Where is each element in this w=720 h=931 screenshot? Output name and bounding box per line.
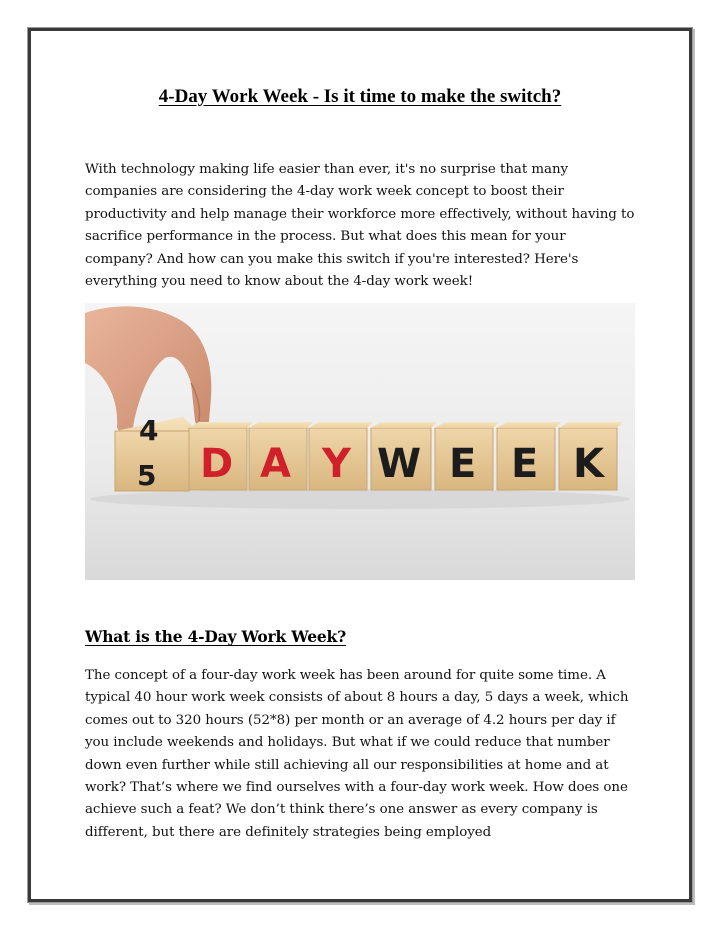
letter-cube-k — [559, 422, 623, 490]
cube-letter-d: D — [200, 441, 234, 487]
four-day-week-photo — [85, 303, 635, 580]
letter-cube-e2 — [497, 422, 561, 490]
flip-cube-bottom-digit: 5 — [137, 459, 157, 492]
letter-cube-e1 — [435, 422, 499, 490]
letter-cube-a — [249, 422, 313, 490]
letter-cube-w — [371, 422, 437, 490]
cube-letter-k: K — [573, 441, 604, 487]
letter-cube-d — [189, 422, 253, 490]
cube-letter-e2: E — [511, 441, 539, 487]
page-title: 4-Day Work Week - Is it time to make the switch? — [158, 86, 562, 107]
cube-letter-a: A — [260, 441, 291, 487]
section-heading: What is the 4-Day Work Week? — [85, 627, 346, 646]
cube-letter-w: W — [377, 441, 422, 487]
section-paragraph: The concept of a four-day work week has been around for quite some time. A typical 40 hour work week consists of about 8 hours a day, 5 days a week, which comes out to 320 hours (52*8) per month or an average of 4.2 hours per day if you include weekends and holidays. But what if we could reduce that number down even further while still achieving all our responsibilities at home and at work? That’s where we find ourselves with a four-day work week. How does one achieve such a feat? We don’t think there’s one answer as every company is different, but there are definitely strategies being employed — [85, 668, 629, 840]
flip-cube-top-digit: 4 — [139, 414, 159, 447]
cube-letter-e1: E — [449, 441, 477, 487]
letter-cube-y — [309, 422, 373, 490]
intro-paragraph: With technology making life easier than ever, it's no surprise that many companies are considering the 4-day work week concept to boost their productivity and help manage their workforce more effectively, without having to sacrifice performance in the process. But what does this mean for your company? And how can you make this switch if you're interested? Here's everything you need to know about the 4-day work week! — [85, 162, 635, 290]
cube-letter-y: Y — [322, 441, 351, 487]
